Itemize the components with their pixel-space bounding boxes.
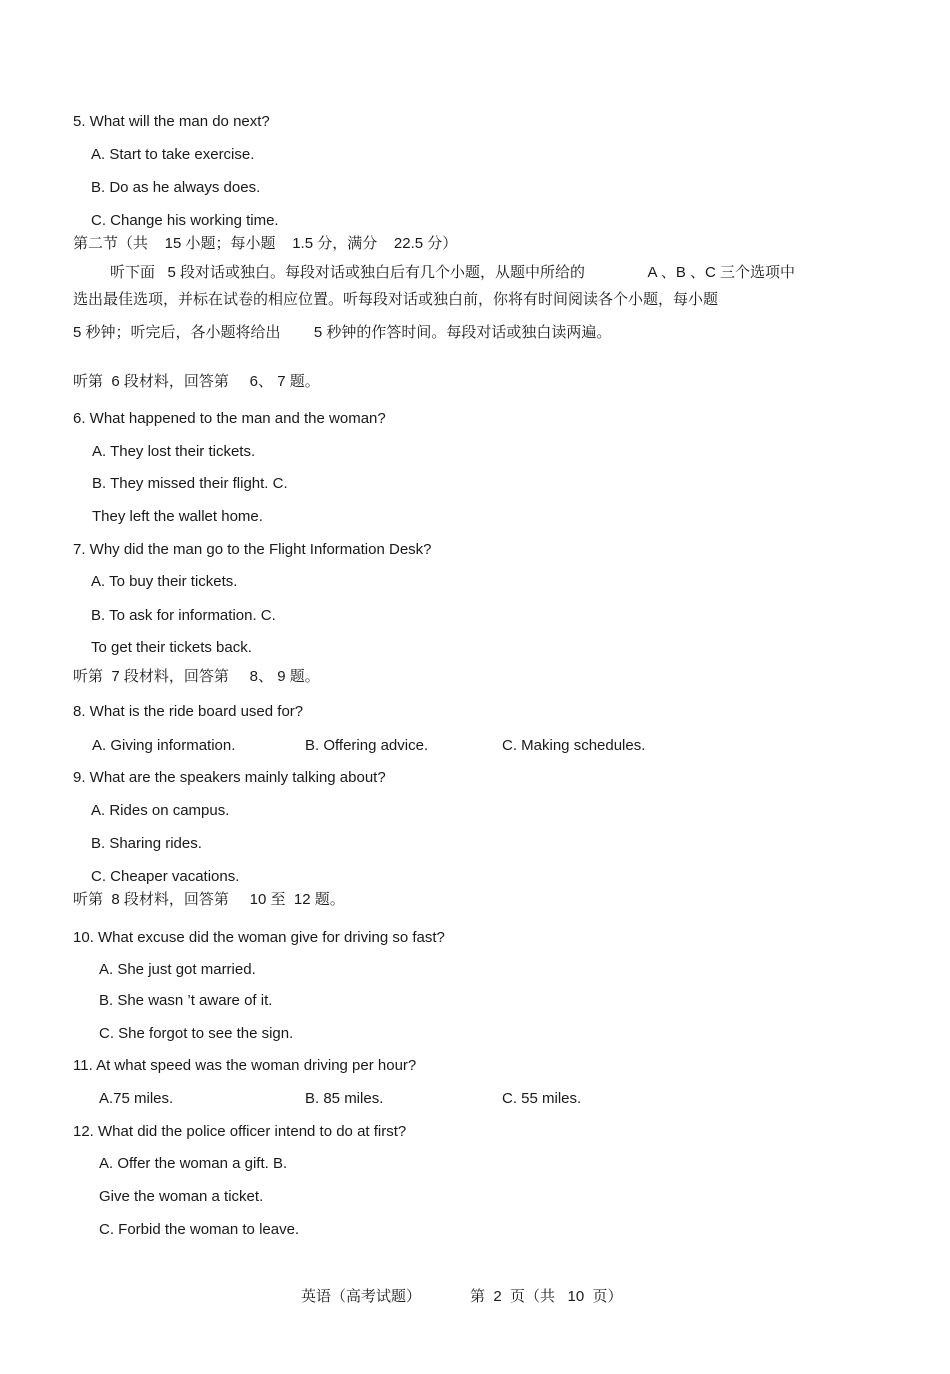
passage7-heading: 听第 7 段材料，回答第 8、 9 题。	[73, 668, 320, 685]
q11-option-b: B. 85 miles.	[305, 1090, 384, 1107]
q9-stem: 9. What are the speakers mainly talking about?	[73, 769, 386, 786]
q5-option-b: B. Do as he always does.	[91, 179, 261, 196]
q7-option-b: B. To ask for information. C.	[91, 607, 276, 624]
q6-option-b: B. They missed their flight. C.	[92, 475, 288, 492]
section2-instructions-3: 5 秒钟；听完后，各小题将给出 5 秒钟的作答时间。每段对话或独白读两遍。	[73, 324, 612, 341]
q8-stem: 8. What is the ride board used for?	[73, 703, 304, 720]
q8-option-b: B. Offering advice.	[305, 737, 429, 754]
footer-subject: 英语（高考试题）	[301, 1288, 422, 1305]
q8-option-a: A. Giving information.	[92, 737, 236, 754]
q9-option-b: B. Sharing rides.	[91, 835, 202, 852]
q12-option-b: Give the woman a ticket.	[99, 1188, 264, 1205]
q10-option-b: B. She wasn ’t aware of it.	[99, 992, 273, 1009]
q12-option-a: A. Offer the woman a gift. B.	[99, 1155, 288, 1172]
q7-stem: 7. Why did the man go to the Flight Information Desk?	[73, 541, 432, 558]
q9-option-a: A. Rides on campus.	[91, 802, 230, 819]
q10-option-a: A. She just got married.	[99, 961, 256, 978]
q10-stem: 10. What excuse did the woman give for driving so fast?	[73, 929, 445, 946]
section2-instructions-2: 选出最佳选项，并标在试卷的相应位置。听每段对话或独白前，你将有时间阅读各个小题，每小题	[73, 291, 719, 308]
q5-option-c: C. Change his working time.	[91, 212, 279, 229]
footer-page-number: 第 2 页（共 10 页）	[470, 1288, 623, 1305]
q12-stem: 12. What did the police officer intend to do at first?	[73, 1123, 407, 1140]
q7-option-a: A. To buy their tickets.	[91, 573, 238, 590]
section2-title: 第二节（共 15 小题；每小题 1.5 分，满分 22.5 分）	[73, 235, 458, 252]
q6-stem: 6. What happened to the man and the woman?	[73, 410, 386, 427]
q5-option-a: A. Start to take exercise.	[91, 146, 255, 163]
q11-option-c: C. 55 miles.	[502, 1090, 582, 1107]
passage6-heading: 听第 6 段材料，回答第 6、 7 题。	[73, 373, 320, 390]
q7-option-c: To get their tickets back.	[91, 639, 252, 656]
q6-option-c: They left the wallet home.	[92, 508, 263, 525]
q5-stem: 5. What will the man do next?	[73, 113, 270, 130]
passage8-heading: 听第 8 段材料，回答第 10 至 12 题。	[73, 891, 345, 908]
q12-option-c: C. Forbid the woman to leave.	[99, 1221, 300, 1238]
q11-stem: 11. At what speed was the woman driving per hour?	[73, 1057, 417, 1074]
section2-instructions-1: 听下面 5 段对话或独白。每段对话或独白后有几个小题，从题中所给的 A 、B 、C 三个选项中	[110, 264, 796, 281]
q6-option-a: A. They lost their tickets.	[92, 443, 256, 460]
q10-option-c: C. She forgot to see the sign.	[99, 1025, 294, 1042]
q11-option-a: A.75 miles.	[99, 1090, 174, 1107]
q9-option-c: C. Cheaper vacations.	[91, 868, 240, 885]
q8-option-c: C. Making schedules.	[502, 737, 646, 754]
